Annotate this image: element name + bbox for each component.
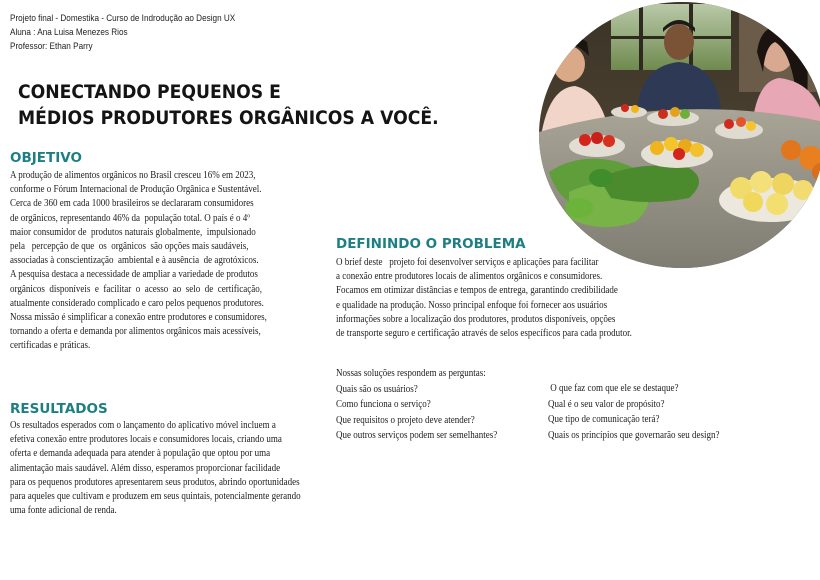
text-line: para aqueles que cultivam e produzem em seus quintais, potencialmente gerando [10, 491, 301, 503]
text-line: tornando a oferta e demanda por alimentos orgânicos mais acessíveis, [10, 326, 261, 338]
text-line: informações sobre a localização dos produtores, produtos disponíveis, opções [336, 313, 616, 325]
text-line: certificadas e práticas. [10, 340, 91, 352]
questions-right [548, 381, 739, 443]
project-meta [10, 12, 235, 54]
text-line: associadas à conscientização ambiental e à ausência de agrotóxicos. [10, 255, 259, 267]
text-line: A produção de alimentos orgânicos no Brasil cresceu 16% em 2023, [10, 170, 256, 181]
question-item: Quais os princípios que governarão seu design? [548, 429, 720, 441]
title-line-2: MÉDIOS PRODUTORES ORGÂNICOS A VOCÊ. [18, 108, 439, 129]
problema-text [336, 256, 665, 341]
page-title [18, 80, 439, 132]
project-line: Projeto final - Domestika - Curso de Indrodução ao Design UX [10, 13, 236, 24]
text-line: pela percepção de que os orgânicos são opções mais saudáveis, [10, 241, 249, 253]
text-line: orgânicos disponíveis e facilitar o acesso ao selo de certificação, [10, 283, 262, 295]
resultados-heading: RESULTADOS [10, 401, 108, 417]
text-line: Nossa missão é simplificar a conexão entre produtores e consumidores, [10, 312, 267, 324]
text-line: maior consumidor de produtos naturais globalmente, impulsionado [10, 226, 256, 238]
text-line: de orgânicos, representando 46% da população total. O país é o 4º [10, 212, 251, 224]
text-line: efetiva conexão entre produtores locais e consumidores locais, criando uma [10, 434, 282, 446]
text-line: atualmente considerado complicado e caro pelos pequenos produtores. [10, 297, 264, 309]
student-line: Aluna : Ana Luisa Menezes Rios [10, 27, 128, 38]
question-item: Quais são os usuários? [336, 383, 418, 395]
problema-heading: DEFININDO O PROBLEMA [336, 236, 526, 252]
question-item: Como funciona o serviço? [336, 399, 431, 410]
farmers-table-photo [539, 2, 820, 268]
text-line: conforme o Fórum Internacional de Produção Orgânica e Sustentável. [10, 184, 262, 196]
question-item: Qual é o seu valor de propósito? [548, 398, 665, 410]
title-line-1: CONECTANDO PEQUENOS E [18, 82, 281, 103]
questions-intro: Nossas soluções respondem as perguntas: [336, 368, 486, 379]
text-line: para os pequenos produtores apresentarem seus produtos, abrindo oportunidades [10, 476, 300, 488]
text-line: oferta e demanda adequada para atender à população que optou por uma [10, 448, 271, 460]
question-item: Que outros serviços podem ser semelhantes? [336, 430, 498, 441]
text-line: de transporte seguro e certificação através de selos específicos para cada produtor. [336, 328, 632, 340]
text-line: O brief deste projeto foi desenvolver serviços e aplicações para facilitar [336, 257, 599, 268]
question-item: Que tipo de comunicação terá? [548, 414, 660, 425]
photo-illustration [539, 2, 820, 268]
text-line: Os resultados esperados com o lançamento do aplicativo móvel incluem a [10, 420, 276, 431]
text-line: uma fonte adicional de renda. [10, 505, 117, 517]
teacher-line: Professor: Ethan Parry [10, 41, 93, 52]
text-line: Cerca de 360 em cada 1000 brasileiros se declararam consumidores [10, 198, 254, 210]
text-line: alimentação mais saudável. Além disso, esperamos proporcionar facilidade [10, 462, 281, 474]
text-line: A pesquisa destaca a necessidade de ampliar a variedade de produtos [10, 269, 258, 281]
text-line: e qualidade na produção. Nosso principal enfoque foi fornecer aos usuários [336, 299, 608, 311]
objetivo-heading: OBJETIVO [10, 150, 82, 166]
question-item: Que requisitos o projeto deve atender? [336, 414, 475, 426]
text-line: Focamos em otimizar distâncias e tempos de entrega, garantindo credibilidade [336, 285, 618, 297]
text-line: a conexão entre produtores locais de alimentos orgânicos e consumidores. [336, 271, 603, 283]
question-item: O que faz com que ele se destaque? [548, 383, 679, 394]
resultados-text [10, 419, 333, 518]
questions-left [336, 366, 515, 444]
objetivo-text [10, 169, 295, 354]
